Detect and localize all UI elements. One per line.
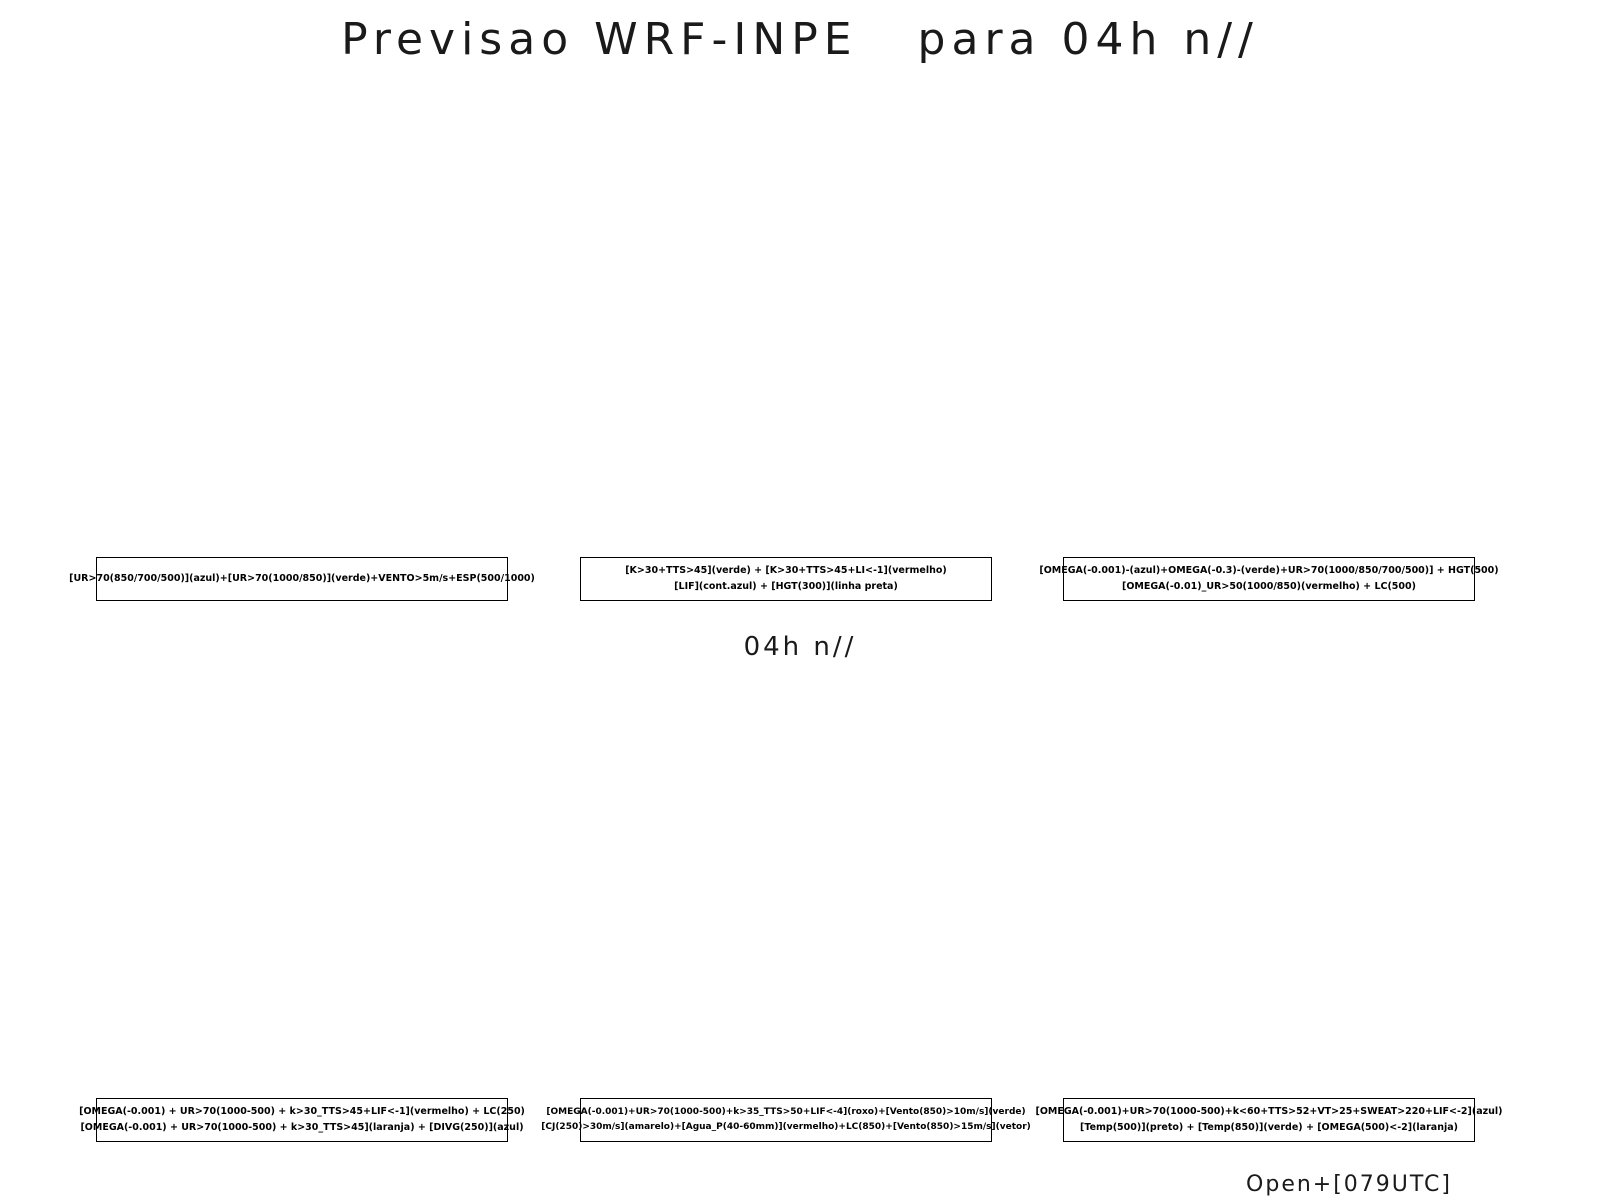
legend-line: [OMEGA(-0.01)_UR>50(1000/850)(vermelho) + LC(500) [1122,581,1416,592]
legend-line: [OMEGA(-0.001)+UR>70(1000-500)+k>35_TTS>50+LIF<-4](roxo)+[Vento(850)>10m/s](verde) [546,1107,1026,1118]
legend-box-top-center [580,557,992,601]
legend-box-bottom-center [541,1098,1031,1142]
legend-line: [LIF](cont.azul) + [HGT(300)](linha preta) [674,581,898,592]
center-time-label: 04h n// [743,632,857,662]
legend-line: [OMEGA(-0.001) + UR>70(1000-500) + k>30_TTS>45](laranja) + [DIVG(250)](azul) [80,1122,524,1133]
legend-box-top-right [1039,557,1499,601]
legend-box-top-left [69,557,535,601]
legend-line: [OMEGA(-0.001)-(azul)+OMEGA(-0.3)-(verde)+UR>70(1000/850/700/500)] + HGT(500) [1039,565,1499,577]
legend-line: [CJ(250)>30m/s](amarelo)+[Agua_P(40-60mm)](vermelho)+LC(850)+[Vento(850)>15m/s](vetor) [541,1122,1031,1132]
legend-line: [Temp(500)](preto) + [Temp(850)](verde) + [OMEGA(500)<-2](laranja) [1080,1122,1458,1133]
legend-line: [OMEGA(-0.001)+UR>70(1000-500)+k<60+TTS>52+VT>25+SWEAT>220+LIF<-2](azul) [1035,1106,1503,1118]
page-title: Previsao WRF-INPE para 04h n// [341,14,1259,65]
legend-line: [K>30+TTS>45](verde) + [K>30+TTS>45+LI<-1](vermelho) [625,565,947,577]
footer-open-label: Open+[079UTC] [1246,1172,1452,1197]
legend-box-bottom-left [79,1098,525,1142]
legend-line: [UR>70(850/700/500)](azul)+[UR>70(1000/850)](verde)+VENTO>5m/s+ESP(500/1000) [69,573,535,585]
legend-line: [OMEGA(-0.001) + UR>70(1000-500) + k>30_TTS>45+LIF<-1](vermelho) + LC(250) [79,1106,525,1118]
legend-box-bottom-right [1035,1098,1503,1142]
